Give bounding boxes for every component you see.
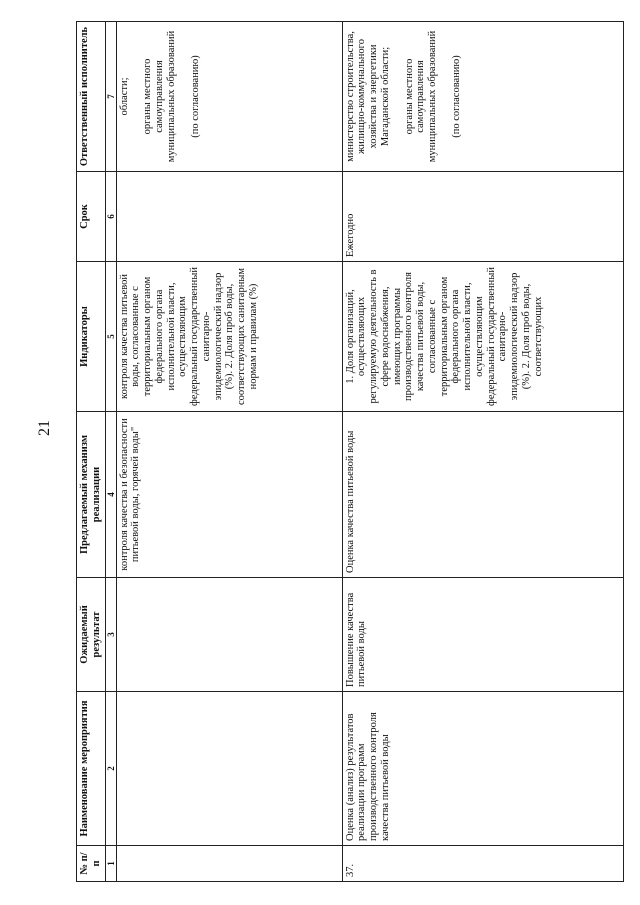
row-indicators: контроля качества питьевой воды, согласованные с территориальным органом федерального органа исполнительной власти, осуществляющим федеральный государственный санитарно-эпидемиологический надзор (%). 2. Доля проб воды, соответствующих санитарным нормам и правилам (%) bbox=[116, 262, 342, 412]
column-number: 6 bbox=[105, 172, 116, 262]
row-mechanism: Оценка качества питьевой воды bbox=[342, 412, 623, 578]
row-result bbox=[116, 578, 342, 692]
responsible-line: области; bbox=[118, 77, 130, 116]
table-row bbox=[342, 22, 623, 882]
activities-table bbox=[76, 21, 624, 882]
header-term: Срок bbox=[77, 172, 106, 262]
row-responsible bbox=[116, 22, 342, 172]
table-row bbox=[116, 22, 342, 882]
rotated-table-sheet bbox=[76, 22, 624, 882]
responsible-line: (по согласованию) bbox=[189, 55, 201, 138]
header-mechanism: Предлагаемый механизм реализации bbox=[77, 412, 106, 578]
responsible-line: министерство строительства, жилищно-коммунального хозяйства и энергетики Магаданской области; bbox=[344, 31, 391, 162]
row-num bbox=[116, 846, 342, 882]
column-number: 4 bbox=[105, 412, 116, 578]
row-term: Ежегодно bbox=[342, 172, 623, 262]
header-num: № п/п bbox=[77, 846, 106, 882]
header-responsible: Ответственный исполнитель bbox=[77, 22, 106, 172]
row-name bbox=[116, 692, 342, 846]
column-number: 1 bbox=[105, 846, 116, 882]
header-name: Наименование мероприятия bbox=[77, 692, 106, 846]
responsible-line: органы местного самоуправления муниципальных образований bbox=[142, 30, 177, 163]
column-number: 3 bbox=[105, 578, 116, 692]
header-indicators: Индикаторы bbox=[77, 262, 106, 412]
column-number: 7 bbox=[105, 22, 116, 172]
responsible-line: органы местного самоуправления муниципальных образований bbox=[403, 30, 439, 163]
row-indicators: 1. Доля организаций, осуществляющих регулируемую деятельность в сфере водоснабжения, имеющих программы производственного контроля качества питьевой воды, согласованные с территориальным органом федерального органа исполнительной власти, осуществляющим федеральный государственный санитарно-эпидемиологический надзор (%). 2. Доля проб воды, соответствующих bbox=[342, 262, 623, 412]
row-name: Оценка (анализ) результатов реализации программ производственного контроля качества питьевой воды bbox=[342, 692, 623, 846]
responsible-line: (по согласованию) bbox=[450, 55, 462, 138]
header-row bbox=[77, 22, 106, 882]
row-result: Повышение качества питьевой воды bbox=[342, 578, 623, 692]
column-number: 2 bbox=[105, 692, 116, 846]
row-term bbox=[116, 172, 342, 262]
header-result: Ожидаемый результат bbox=[77, 578, 106, 692]
page-number: 21 bbox=[36, 420, 53, 436]
row-mechanism: контроля качества и безопасности питьевой воды, горячей воды" bbox=[116, 412, 342, 578]
column-number: 5 bbox=[105, 262, 116, 412]
column-number-row bbox=[105, 22, 116, 882]
row-num: 37. bbox=[342, 846, 623, 882]
row-responsible bbox=[342, 22, 623, 172]
